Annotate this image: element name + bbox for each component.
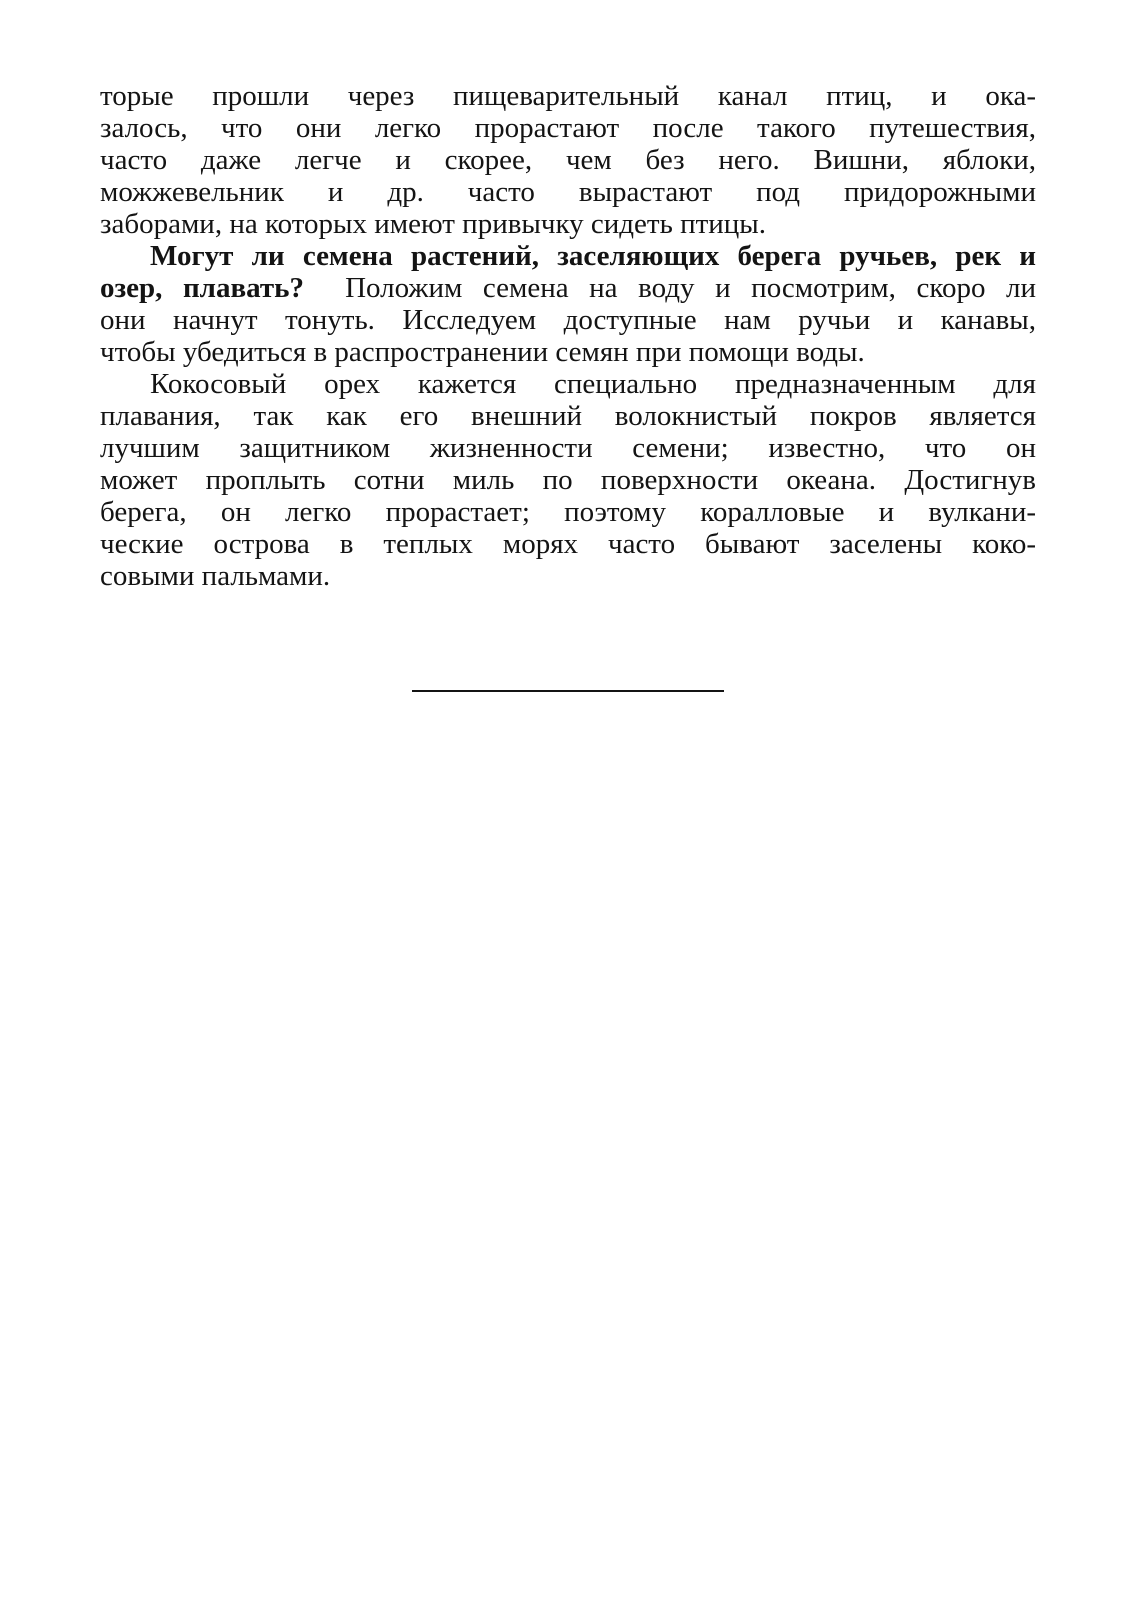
section-end-rule xyxy=(412,690,724,692)
text-line: берега, он легко прорастает; поэтому коралловые и вулкани- xyxy=(100,496,1036,528)
text-line: плавания, так как его внешний волокнистый покров является xyxy=(100,400,1036,432)
text-line: торые прошли через пищеварительный канал птиц, и ока- xyxy=(100,80,1036,112)
paragraph-birds xyxy=(100,80,1036,240)
text-line xyxy=(100,272,1036,304)
text-line: лучшим защитником жизненности семени; известно, что он xyxy=(100,432,1036,464)
page-text xyxy=(100,80,1036,592)
paragraph-coconut xyxy=(100,368,1036,592)
text-line: можжевельник и др. часто вырастают под придорожными xyxy=(100,176,1036,208)
text-line: ческие острова в теплых морях часто бывают заселены коко- xyxy=(100,528,1036,560)
paragraph-water-seeds xyxy=(100,240,1036,368)
question-heading-line: Могут ли семена растений, заселяющих берега ручьев, рек и xyxy=(150,240,1036,272)
text-line: совыми пальмами. xyxy=(100,560,331,592)
text-line: заборами, на которых имеют привычку сидеть птицы. xyxy=(100,208,767,240)
text-line-rest: Положим семена на воду и посмотрим, скоро ли xyxy=(345,272,1037,304)
question-heading-end: озер, плавать? xyxy=(100,272,304,304)
text-line: может проплыть сотни миль по поверхности океана. Достигнув xyxy=(100,464,1036,496)
text-line: Кокосовый орех кажется специально предназначенным для xyxy=(150,368,1036,400)
text-line: залось, что они легко прорастают после такого путешествия, xyxy=(100,112,1036,144)
text-line: они начнут тонуть. Исследуем доступные нам ручьи и канавы, xyxy=(100,304,1036,336)
text-line: часто даже легче и скорее, чем без него. Вишни, яблоки, xyxy=(100,144,1036,176)
text-line: чтобы убедиться в распространении семян при помощи воды. xyxy=(100,336,865,368)
